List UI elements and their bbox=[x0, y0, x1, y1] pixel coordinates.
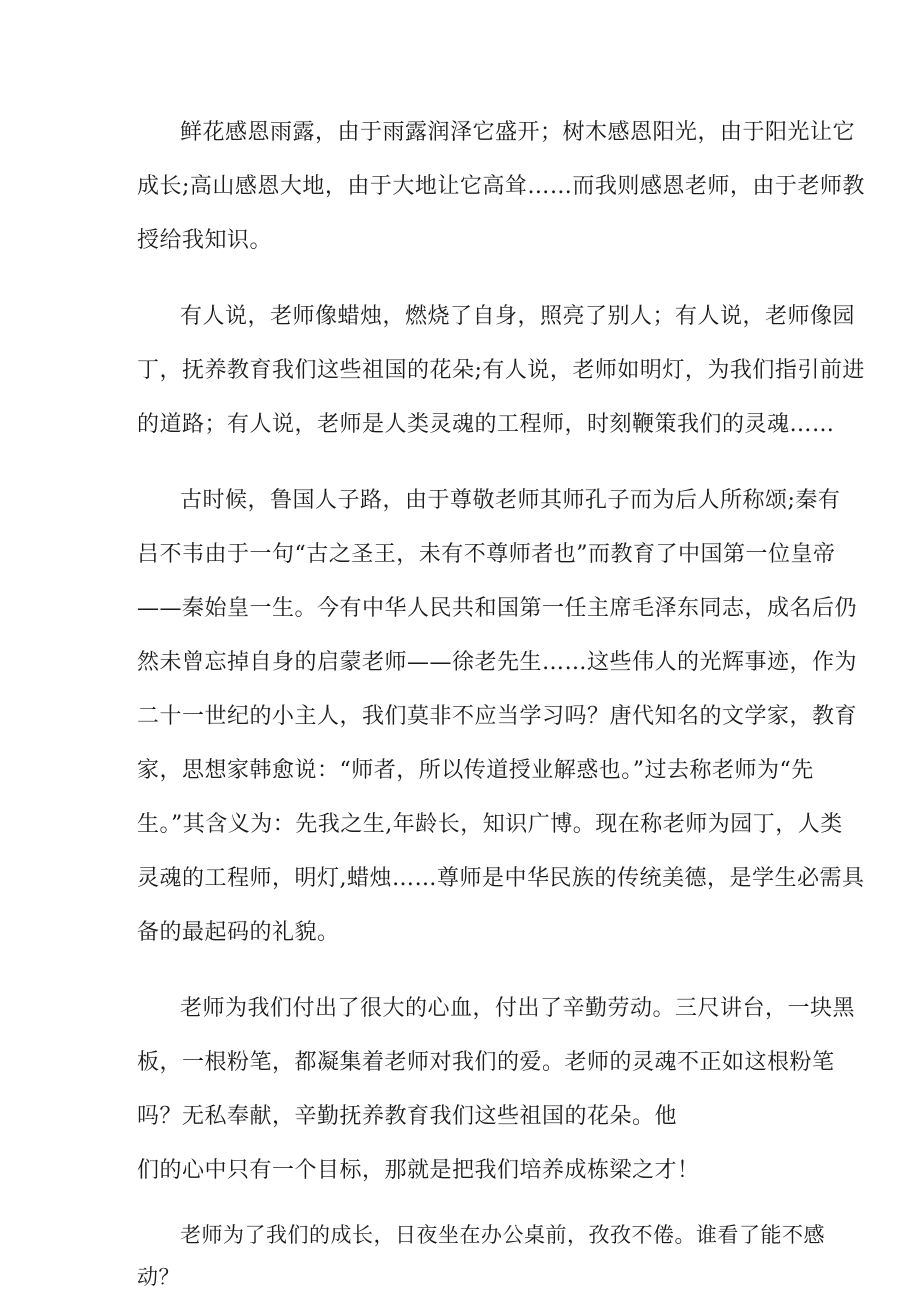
paragraph-line: 二十一世纪的小主人，我们莫非不应当学习吗？唐代知名的文学家，教育 bbox=[137, 704, 858, 729]
paragraph-line: 家，思想家韩愈说：“师者，所以传道授业解惑也。”过去称老师为“先 bbox=[137, 758, 814, 783]
paragraph-line: 生。”其含义为：先我之生,年龄长，知识广博。现在称老师为园丁，人类 bbox=[137, 812, 843, 837]
paragraph-line: 吕不韦由于一句“古之圣王，未有不尊师者也”而教育了中国第一位皇帝 bbox=[137, 542, 836, 567]
paragraph-line: 灵魂的工程师，明灯,蜡烛……尊师是中华民族的传统美德，是学生必需具 bbox=[137, 866, 865, 891]
paragraph-line: 备的最起码的礼貌。 bbox=[137, 920, 340, 945]
paragraph-line: 们的心中只有一个目标，那就是把我们培养成栋梁之才！ bbox=[137, 1158, 700, 1183]
paragraph-line: 然未曾忘掉自身的启蒙老师——徐老先生……这些伟人的光辉事迹，作为 bbox=[137, 650, 858, 675]
paragraph-line: 鲜花感恩雨露，由于雨露润泽它盛开；树木感恩阳光，由于阳光让它 bbox=[180, 120, 856, 145]
paragraph-line: 吗？无私奉献，辛勤抚养教育我们这些祖国的花朵。他 bbox=[137, 1104, 678, 1129]
paragraph-line: ——秦始皇一生。今有中华人民共和国第一任主席毛泽东同志，成名后仍 bbox=[137, 596, 858, 621]
paragraph-line: 板，一根粉笔，都凝集着老师对我们的爱。老师的灵魂不正如这根粉笔 bbox=[137, 1050, 835, 1075]
paragraph-line: 授给我知识。 bbox=[137, 228, 273, 253]
paragraph-line: 古时候，鲁国人子路，由于尊敬老师其师孔子而为后人所称颂;秦有 bbox=[180, 488, 841, 513]
paragraph-line: 的道路；有人说，老师是人类灵魂的工程师，时刻鞭策我们的灵魂…… bbox=[137, 412, 835, 437]
paragraph-line: 老师为我们付出了很大的心血，付出了辛勤劳动。三尺讲台，一块黑 bbox=[180, 996, 856, 1021]
paragraph-line: 老师为了我们的成长，日夜坐在办公桌前，孜孜不倦。谁看了能不感 bbox=[180, 1223, 825, 1247]
paragraph-line: 动？ bbox=[137, 1265, 180, 1289]
paragraph-line: 有人说，老师像蜡烛，燃烧了自身，照亮了别人；有人说，老师像园 bbox=[180, 304, 856, 329]
paragraph-line: 成长;高山感恩大地，由于大地让它高耸……而我则感恩老师，由于老师教 bbox=[137, 174, 865, 199]
paragraph-line: 丁，抚养教育我们这些祖国的花朵;有人说，老师如明灯，为我们指引前进 bbox=[137, 358, 865, 383]
